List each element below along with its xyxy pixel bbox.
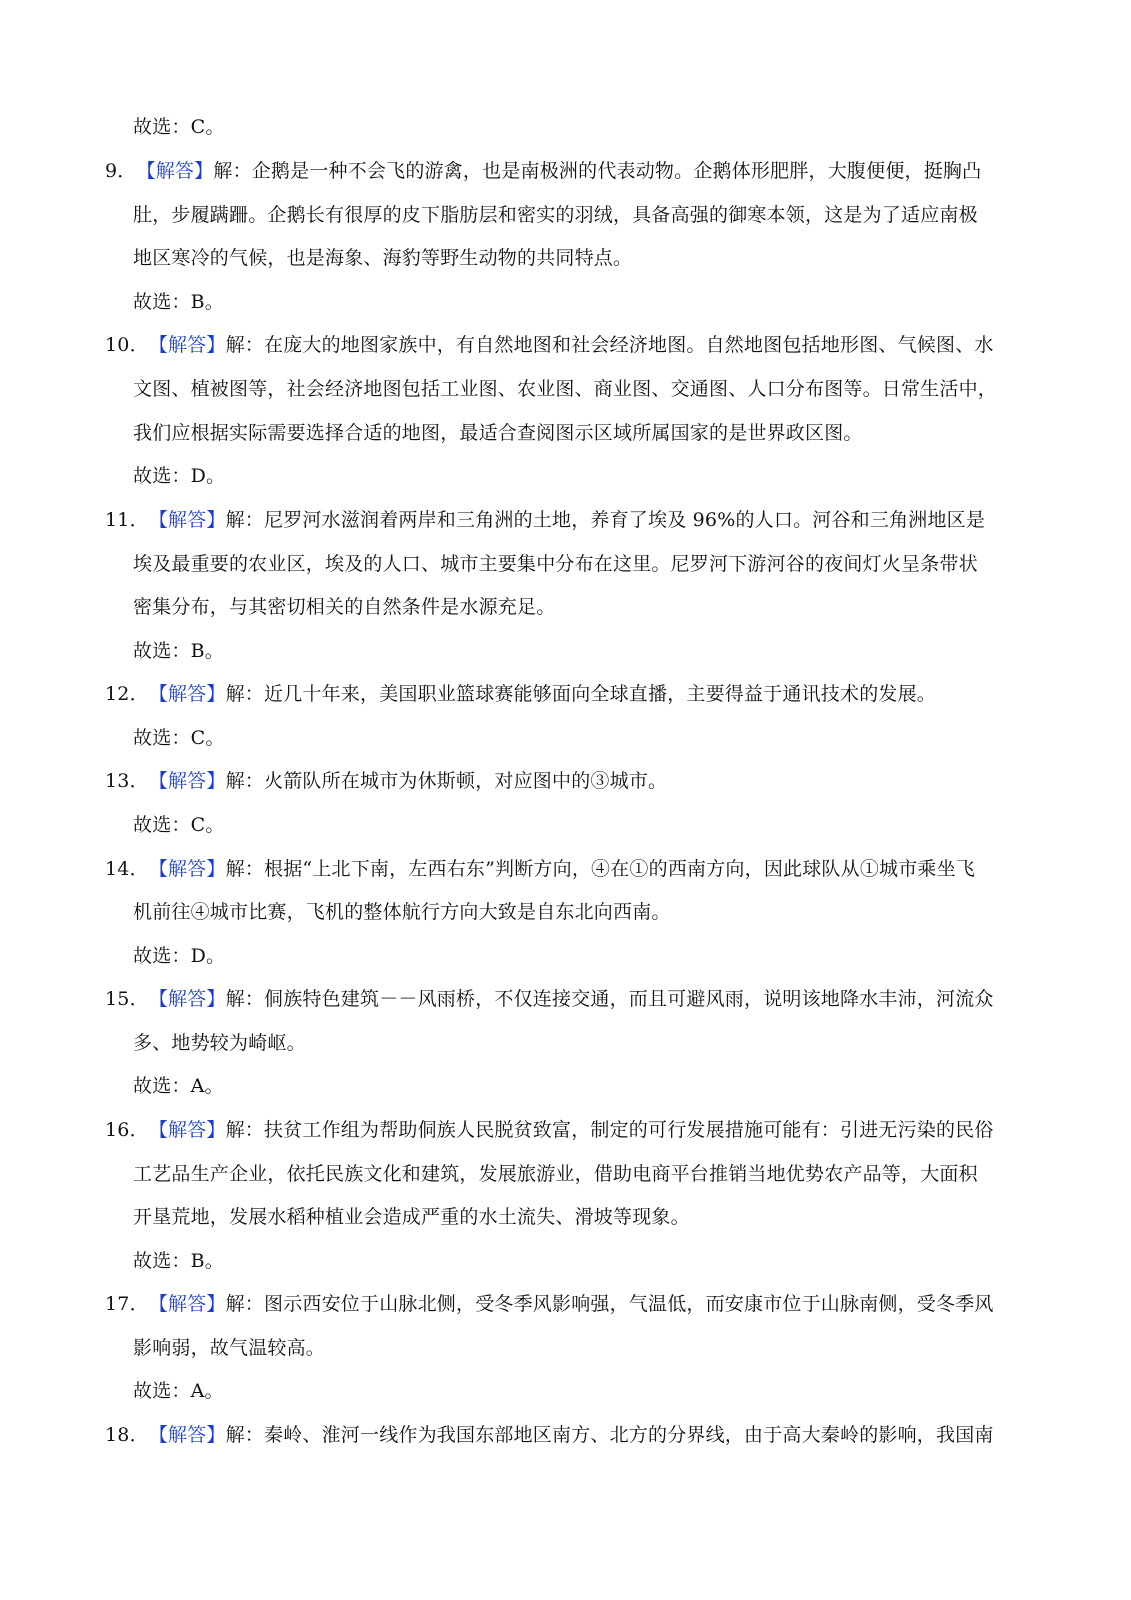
solution-line [133,1030,306,1056]
solution-text: 密集分布，与其密切相关的自然条件是水源充足。 [133,596,556,618]
solution-text: 解：扶贫工作组为帮助侗族人民脱贫致富，制定的可行发展措施可能有：引进无污染的民俗 [225,1119,994,1141]
solution-line [105,768,667,794]
solution-text: 我们应根据实际需要选择合适的地图，最适合查阅图示区域所属国家的是世界政区图。 [133,422,863,444]
answer-tag: 【解答】 [148,509,226,531]
solution-line [105,1422,994,1448]
answer-line [133,1073,224,1099]
solution-text: 解：企鹅是一种不会飞的游禽，也是南极洲的代表动物。企鹅体形肥胖，大腹便便，挺胸凸 [213,160,982,182]
answer-text: 故选：D。 [133,945,226,967]
question-number: 18． [105,1424,149,1446]
solution-text: 解：近几十年来，美国职业篮球赛能够面向全球直播，主要得益于通讯技术的发展。 [225,683,936,705]
solution-line [133,1204,690,1230]
question-number: 13． [105,770,149,792]
solution-line [133,1335,325,1361]
answer-line [133,943,225,969]
answer-line [133,463,225,489]
solution-text: 文图、植被图等，社会经济地图包括工业图、农业图、商业图、交通图、人口分布图等。日常生活中， [133,378,998,400]
solution-text: 解：根据“上北下南，左西右东”判断方向，④在①的西南方向，因此球队从①城市乘坐飞 [225,858,976,880]
solution-text: 地区寒冷的气候，也是海象、海豹等野生动物的共同特点。 [133,247,633,269]
solution-text: 解：尼罗河水滋润着两岸和三角洲的土地，养育了埃及 96%的人口。河谷和三角洲地区是 [225,509,986,531]
solution-text: 机前往④城市比赛，飞机的整体航行方向大致是自东北向西南。 [133,901,671,923]
answer-line [133,1378,224,1404]
solution-line [105,507,985,533]
answer-text: 故选：A。 [133,1380,224,1402]
answer-tag: 【解答】 [148,334,226,356]
solution-line [133,245,632,271]
answer-tag: 【解答】 [148,683,226,705]
answer-text: 故选：C。 [133,116,225,138]
solution-text: 解：图示西安位于山脉北侧，受冬季风影响强，气温低，而安康市位于山脉南侧，受冬季风 [225,1293,994,1315]
solution-line [133,376,997,402]
answer-text: 故选：C。 [133,727,225,749]
solution-text: 解：火箭队所在城市为休斯顿，对应图中的③城市。 [225,770,668,792]
solution-text: 影响弱，故气温较高。 [133,1337,326,1359]
answer-text: 故选：A。 [133,1075,224,1097]
answer-tag: 【解答】 [136,160,214,182]
answer-line [133,289,224,315]
answer-text: 故选：B。 [133,291,224,313]
question-number: 16． [105,1119,149,1141]
solution-text: 埃及最重要的农业区，埃及的人口、城市主要集中分布在这里。尼罗河下游河谷的夜间灯火呈条带状 [133,553,978,575]
answer-line [133,812,225,838]
answer-text: 故选：C。 [133,814,225,836]
question-number: 11． [105,509,149,531]
solution-line [133,551,978,577]
solution-line [105,986,994,1012]
solution-text: 肚，步履蹒跚。企鹅长有很厚的皮下脂肪层和密实的羽绒，具备高强的御寒本领，这是为了适应南极 [133,204,978,226]
solution-line [133,420,863,446]
answer-line [133,114,225,140]
solution-text: 解：侗族特色建筑－－风雨桥，不仅连接交通，而且可避风雨，说明该地降水丰沛，河流众 [225,988,994,1010]
answer-text: 故选：D。 [133,465,226,487]
solution-text: 解：秦岭、淮河一线作为我国东部地区南方、北方的分界线，由于高大秦岭的影响，我国南 [225,1424,994,1446]
answer-line [133,1248,224,1274]
question-number: 10． [105,334,149,356]
answer-tag: 【解答】 [148,858,226,880]
answer-tag: 【解答】 [148,988,226,1010]
solution-text: 工艺品生产企业，依托民族文化和建筑，发展旅游业，借助电商平台推销当地优势农产品等，大面积 [133,1163,978,1185]
answer-line [133,725,225,751]
question-number: 9． [105,160,137,182]
solution-line [133,202,978,228]
question-number: 14． [105,858,149,880]
solution-line [105,856,975,882]
answer-tag: 【解答】 [148,1119,226,1141]
answer-tag: 【解答】 [148,1424,226,1446]
question-number: 17． [105,1293,149,1315]
solution-line [105,1291,994,1317]
question-number: 12． [105,683,149,705]
solution-line [133,899,671,925]
answer-line [133,638,224,664]
answer-text: 故选：B。 [133,640,224,662]
solution-text: 多、地势较为崎岖。 [133,1032,306,1054]
solution-text: 解：在庞大的地图家族中，有自然地图和社会经济地图。自然地图包括地形图、气候图、水 [225,334,994,356]
answer-tag: 【解答】 [148,1293,226,1315]
solution-line [133,1161,978,1187]
solution-line [105,158,981,184]
solution-line [105,681,936,707]
answer-text: 故选：B。 [133,1250,224,1272]
solution-line [105,1117,994,1143]
solution-text: 开垦荒地，发展水稻种植业会造成严重的水土流失、滑坡等现象。 [133,1206,690,1228]
answer-tag: 【解答】 [148,770,226,792]
solution-line [105,332,994,358]
question-number: 15． [105,988,149,1010]
solution-line [133,594,555,620]
